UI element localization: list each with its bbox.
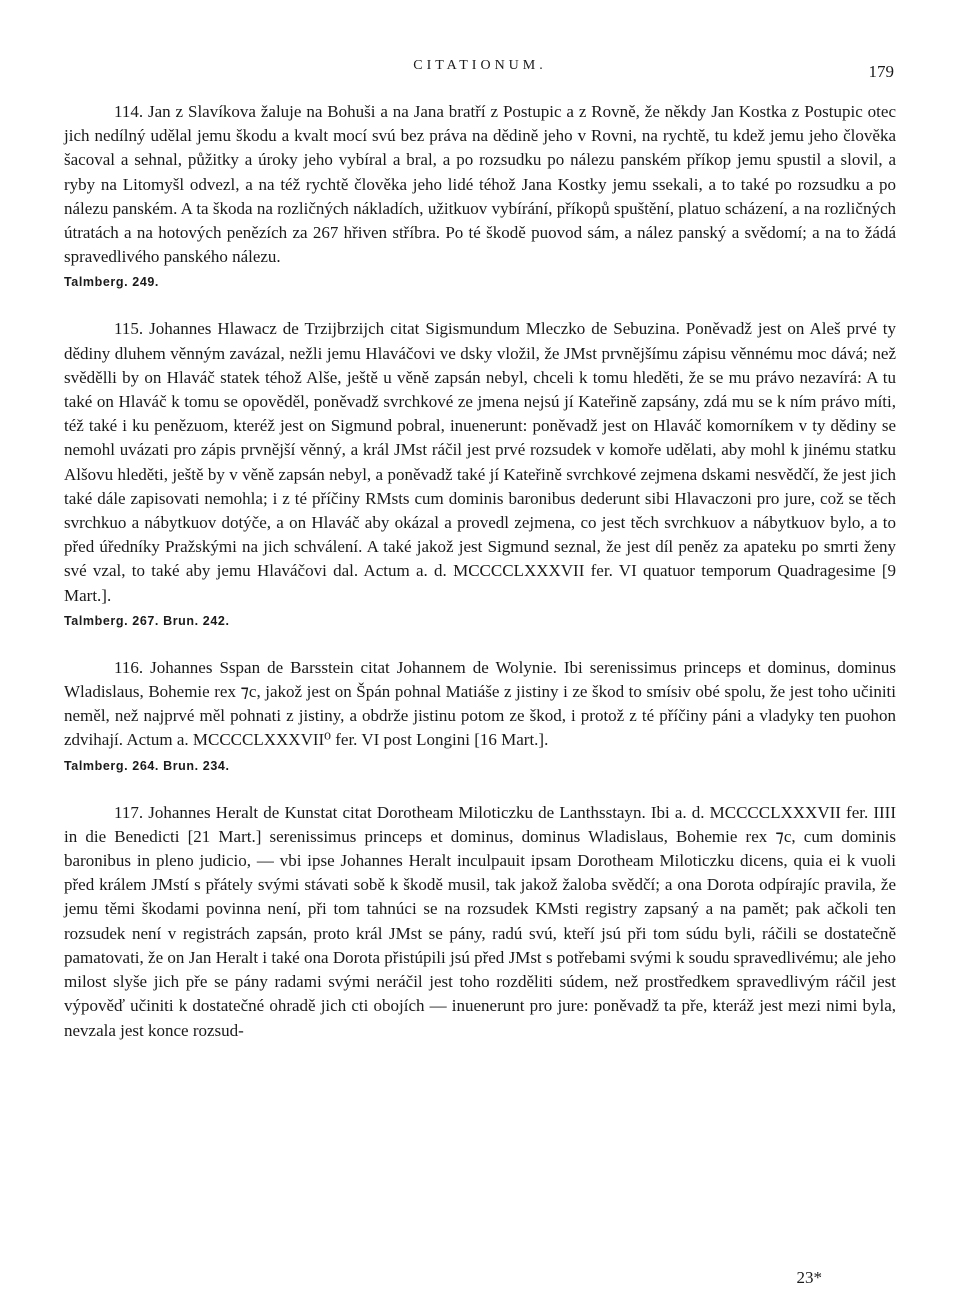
running-head: CITATIONUM. xyxy=(413,58,547,73)
entry-text: 117. Johannes Heralt de Kunstat citat Dorotheam Miloticzku de Lanthsstayn. Ibi a. d. MCCCCLXXXVII fer. IIII in die Benedicti [21 Mart.] serenissimus princeps et dominus, dominus Wladislaus, Bohemie rex ⁊c, cum dominis baronibus in pleno judicio, — vbi ipse Johannes Heralt inculpauit ipsam Dorotheam Miloticzku dicens, quia ei k vuoli před králem JMstí s přátely svými stávati sobě k škodě musil, tak jakož žaloba svědčí; a ona Dorota odpírajíc pravila, že jemu těmi škodami povinna není, při tom tahnúci se na rozsudek KMsti registry zapsaný a na pamět; pak ačkoli ten rozsudek není v registrách zapsán, proto král JMst se pány, radú svú, kteří jsú při tom súdu byli, ráčili se dostatečně pamatovati, že on Jan Heralt i také ona Dorota přistúpili jsú před JMst s potřebami svými k soudu spravedlivému; ale jeho milost slyše jich pře se pány radami svými neráčil jest toho rozděliti súdem, než prostředkem spravedlivým ráčil jest výpověď učiniti k dostatečné ohradě jich cti obojích — inuenerunt pro jure: poněvadž ta pře, kteráž jest mezi nimi byla, nevzala jest konce rozsud- xyxy=(64,802,896,1040)
entry-115 xyxy=(64,317,896,627)
source-reference: Talmberg. 267. Brun. 242. xyxy=(64,613,230,628)
entry-117 xyxy=(64,801,896,1043)
entry-text: 116. Johannes Sspan de Barsstein citat Johannem de Wolynie. Ibi serenissimus princeps et dominus, dominus Wladislaus, Bohemie rex ⁊c, jakož jest on Špán pohnal Matiáše z jistiny i ze škod to smísiv obé spolu, že jest toho učiniti neměl, než najprvé měl pohnati z jistiny, a obdrže jistinu potom ze škod, i protož z té příčiny páni a vladyky ten puohon zdvihají. Actum a. MCCCCLXXXVII⁰ fer. VI post Longini [16 Mart.]. xyxy=(64,657,896,750)
page-body xyxy=(64,100,896,1071)
entry-114 xyxy=(64,100,896,289)
page-number: 179 xyxy=(868,62,894,81)
signature-mark: 23* xyxy=(796,1268,822,1287)
source-reference: Talmberg. 264. Brun. 234. xyxy=(64,758,230,773)
entry-116 xyxy=(64,656,896,773)
entry-text: 114. Jan z Slavíkova žaluje na Bohuši a na Jana bratří z Postupic a z Rovně, že někdy Jan Kostka z Postupic otec jich nedílný udělal jemu škodu a kvalt mocí svú bez práva na dědině jeho v Rovni, na rychtě, tu kdež jemu jeho člověka šacoval a sehnal, půžitky a úroky jeho vybíral a bral, a po rozsudku po nálezu panském příkop jemu spustil a slovil, a ryby na Litomyšl odvezl, a na též rychtě člověka jeho lidé téhož Jana Kostky jemu ssekali, a to také po rozsudku a po nálezu panském. A ta škoda na rozličných nákladích, užitkuov vybírání, příkopů spuštění, platuo scházení, a na rozličných útratách a na hotových penězích za 267 hřiven stříbra. Po té škodě puovod sám, a nález panský a svědomí; a na to žádá spravedlivého panského nálezu. xyxy=(64,102,896,267)
source-reference: Talmberg. 249. xyxy=(64,275,160,290)
entry-text: 115. Johannes Hlawacz de Trzijbrzijch citat Sigismundum Mleczko de Sebuzina. Poněvadž jest on Aleš prvé ty dědiny dluhem věnným zavázal, nežli jemu Hlaváčovi ve dsky vložil, že JMst prvnějšímu zápisu věnnému moc dává; než svědělli by on Hlaváč statek téhož Alše, ještě u věně zapsán nebyl, chceli k tomu hleděti, že se mu právo nezavírá: A tu také on Hlaváč k tomu se opověděl, poněvadž svrchkové ze jmena nejsú jí Kateřině zapsány, zdá mu se k ním právo míti, též také i ku penězuom, kteréž jest on Sigmund pobral, inuenerunt: poněvadž jest on Hlaváč komorníkem v ty dědiny se nemohl uvázati pro zápis prvnější věnný, a král JMst ráčil jest prvé rozsudek v komoře udělati, aby mohl k jinému statku Alšovu hleděti, ještě by v věně zapsán nebyl, a poněvadž také jí Kateřině svrchkové zejmena dskami nesvědčí, že jest jich také dále zapisovati nemohla; i z té příčiny RMsts cum dominis baronibus dederunt sibi Hlavaczoni pro jure, což se těch svrchkuo a nábytkuov dotýče, a on Hlaváč aby okázal a provedl zejmena, co jest těch svrchkuov a nábytkuov bylo, a to před úředníky Pražskými na jich schválení. A také jakož jest Sigmund seznal, že jest díl peněz za apateku po smrti ženy své vzal, to také aby jemu Hlaváčovi dal. Actum a. d. MCCCCLXXXVII fer. VI quatuor temporum Quadragesime [9 Mart.]. xyxy=(64,319,896,605)
